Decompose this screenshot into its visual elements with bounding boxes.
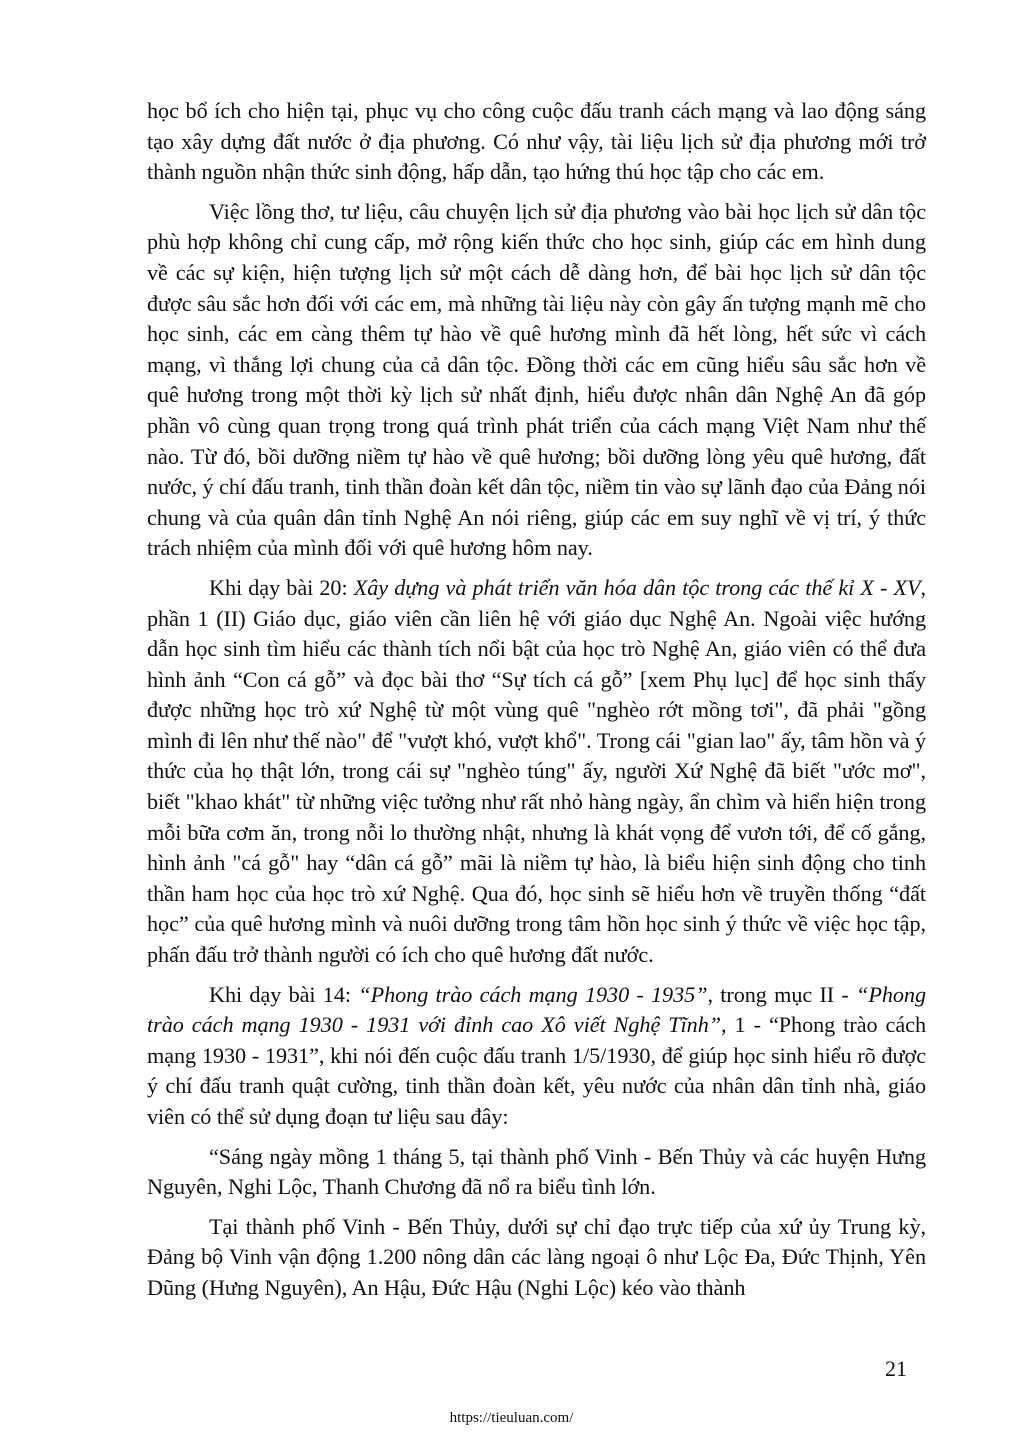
page-number: 21 (885, 1356, 907, 1381)
document-body (147, 96, 926, 1313)
paragraph-4-section-title: “Phong trào cách mạng 1930 - 1931 với đỉnh cao Xô viết Nghệ Tĩnh” (147, 981, 926, 1038)
paragraph-2: Việc lồng thơ, tư liệu, câu chuyện lịch sử địa phương vào bài học lịch sử dân tộc phù hợp không chỉ cung cấp, mở rộng kiến thức cho học sinh, giúp các em hình dung về các sự kiện, hiện tượng lịch sử một cách dễ dàng hơn, để bài học lịch sử dân tộc được sâu sắc hơn đối với các em, mà những tài liệu này còn gây ấn tượng mạnh mẽ cho học sinh, các em càng thêm tự hào về quê hương mình đã hết lòng, hết sức vì cách mạng, vì thắng lợi chung của cả dân tộc. Đồng thời các em cũng hiểu sâu sắc hơn về quê hương trong một thời kỳ lịch sử nhất định, hiểu được nhân dân Nghệ An đã góp phần vô cùng quan trọng trong quá trình phát triển của cách mạng Việt Nam như thế nào. Từ đó, bồi dưỡng niềm tự hào về quê hương; bồi dưỡng lòng yêu quê hương, đất nước, ý chí đấu tranh, tinh thần đoàn kết dân tộc, niềm tin vào sự lãnh đạo của Đảng nói chung và của quân dân tỉnh Nghệ An nói riêng, giúp các em suy nghĩ về vị trí, ý thức trách nhiệm của mình đối với quê hương hôm nay. (147, 198, 926, 561)
paragraph-4-body: , 1 - “Phong trào cách mạng 1930 - 1931”, khi nói đến cuộc đấu tranh 1/5/1930, để giúp học sinh hiểu rõ được ý chí đấu tranh quật cường, tinh thần đoàn kết, yêu nước của nhân dân tỉnh nhà, giáo viên có thể sử dụng đoạn tư liệu sau đây: (147, 1012, 926, 1129)
paragraph-3-lesson-title: Xây dựng và phát triển văn hóa dân tộc trong các thế kỉ X - XV (353, 574, 921, 600)
paragraph-3-body: , phần 1 (II) Giáo dục, giáo viên cần liên hệ với giáo dục Nghệ An. Ngoài việc hướng dẫn học sinh tìm hiểu các thành tích nổi bật của học trò Nghệ An, giáo viên có thể đưa hình ảnh “Con cá gỗ” và đọc bài thơ “Sự tích cá gỗ” [xem Phụ lục] để học sinh thấy được những học trò xứ Nghệ từ một vùng quê "nghèo rớt mồng tơi", đã phải "gồng mình đi lên như thế nào" để "vượt khó, vượt khổ". Trong cái "gian lao" ấy, tâm hồn và ý thức của họ thật lớn, trong cái sự "nghèo túng" ấy, người Xứ Nghệ đã biết "ước mơ", biết "khao khát" từ những việc tưởng như rất nhỏ hàng ngày, ẩn chìm và hiển hiện trong mỗi bữa cơm ăn, trong nỗi lo thường nhật, nhưng là khát vọng để vươn tới, để cố gắng, hình ảnh "cá gỗ" hay “dân cá gỗ” mãi là niềm tự hào, là biểu hiện sinh động cho tinh thần ham học của học trò xứ Nghệ. Qua đó, học sinh sẽ hiểu hơn về truyền thống “đất học” của quê hương mình và nuôi dưỡng trong tâm hồn học sinh ý thức về việc học tập, phấn đấu trở thành người có ích cho quê hương đất nước. (147, 574, 926, 968)
paragraph-1: học bổ ích cho hiện tại, phục vụ cho công cuộc đấu tranh cách mạng và lao động sáng tạo xây dựng đất nước ở địa phương. Có như vậy, tài liệu lịch sử địa phương mới trở thành nguồn nhận thức sinh động, hấp dẫn, tạo hứng thú học tập cho các em. (147, 98, 926, 185)
paragraph-3 (147, 573, 926, 971)
paragraph-6-quote: Tại thành phố Vinh - Bến Thủy, dưới sự chỉ đạo trực tiếp của xứ ủy Trung kỳ, Đảng bộ Vinh vận động 1.200 nông dân các làng ngoại ô như Lộc Đa, Đức Thịnh, Yên Dũng (Hưng Nguyên), An Hậu, Đức Hậu (Nghi Lộc) kéo vào thành (147, 1213, 926, 1300)
paragraph-4 (147, 980, 926, 1133)
paragraph-3-lead: Khi dạy bài 20: (209, 574, 354, 600)
footer-url[interactable]: https://tieuluan.com/ (449, 1410, 574, 1426)
paragraph-5-quote: “Sáng ngày mồng 1 tháng 5, tại thành phố Vinh - Bến Thủy và các huyện Hưng Nguyên, Nghi Lộc, Thanh Chương đã nổ ra biểu tình lớn. (147, 1143, 926, 1200)
paragraph-4-connector: , trong mục II - (707, 981, 857, 1007)
paragraph-4-lesson-title: “Phong trào cách mạng 1930 - 1935” (358, 981, 708, 1007)
paragraph-4-lead: Khi dạy bài 14: (209, 981, 359, 1007)
